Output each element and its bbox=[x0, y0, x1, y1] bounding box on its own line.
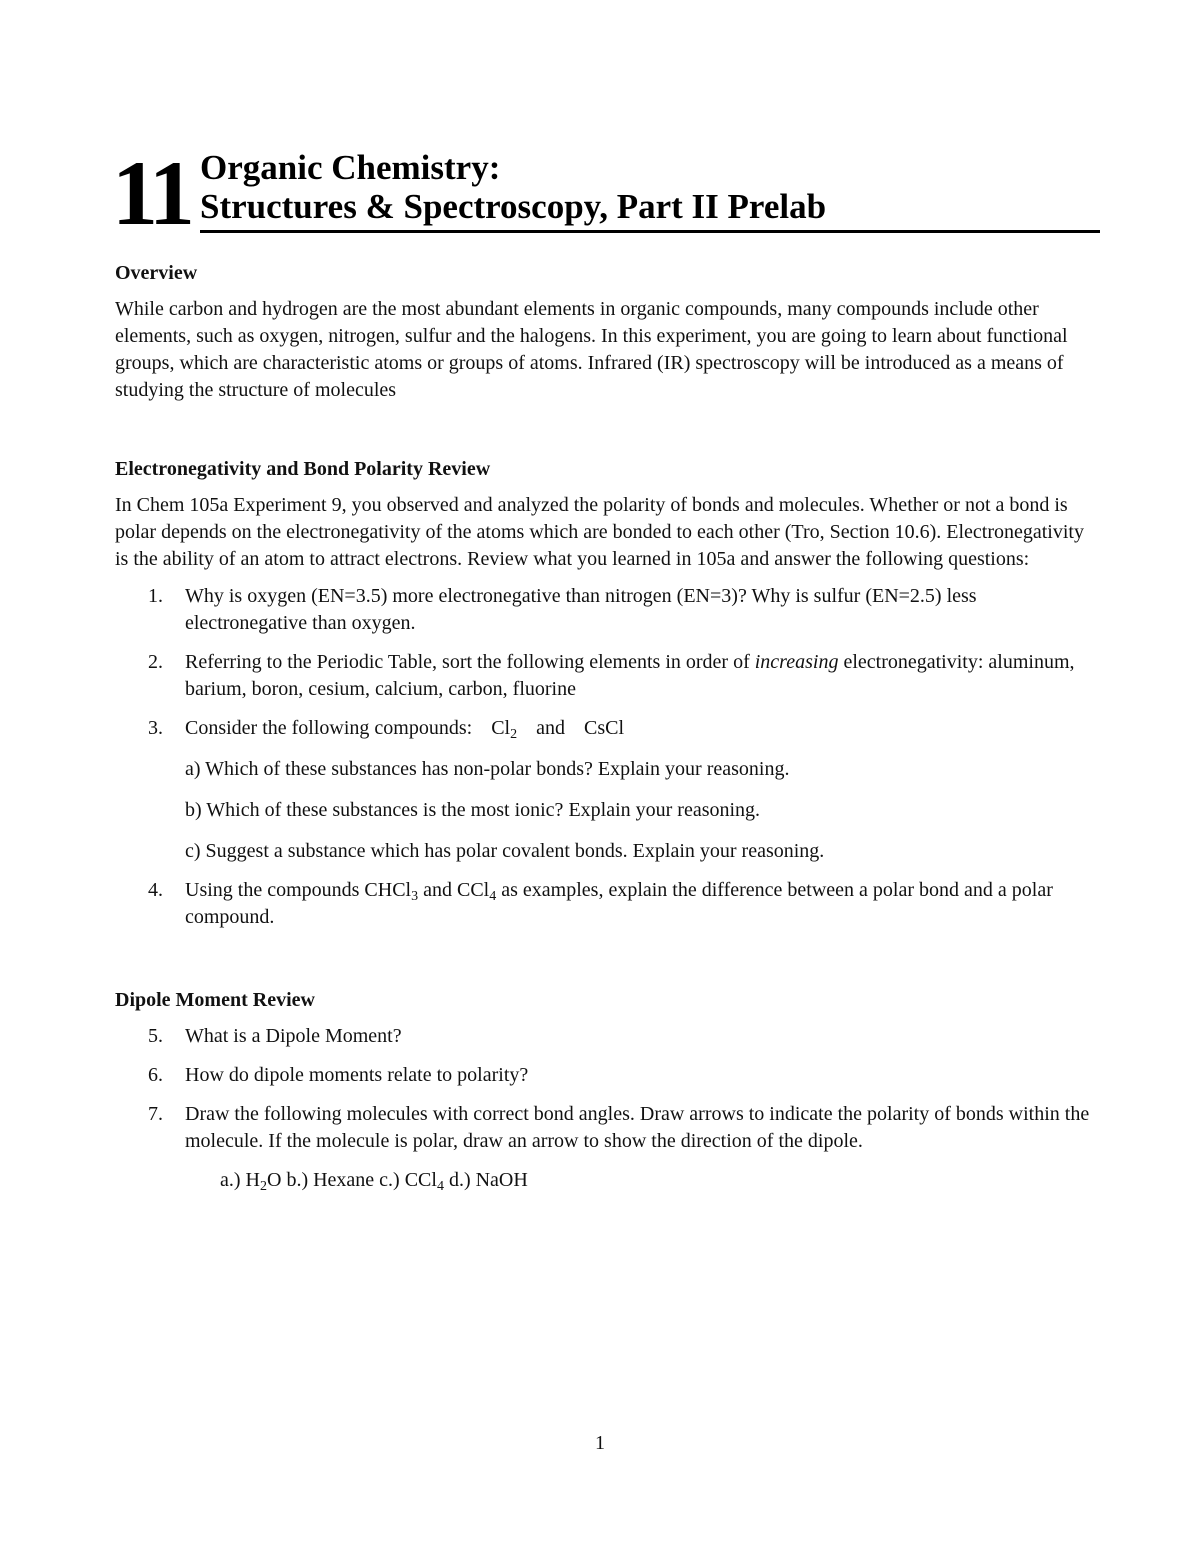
molecule-a: a.) $H_2O$ bbox=[220, 1169, 282, 1194]
question-text: Why is oxygen (EN=3.5) more electronegative than nitrogen (EN=3)? Why is sulfur (EN=2.5) less electronegative than oxygen. bbox=[185, 585, 977, 634]
formula-cl2: $Cl_2$ bbox=[491, 717, 518, 742]
question-3 bbox=[115, 715, 1090, 865]
molecule-c: c.) CCl$_4$ bbox=[379, 1169, 444, 1194]
page-number: 1 bbox=[595, 1432, 605, 1454]
question-text: and CCl bbox=[418, 879, 490, 901]
question-list bbox=[115, 1023, 1090, 1155]
question-3a: a) Which of these substances has non-polar bonds? Explain your reasoning. bbox=[185, 758, 790, 780]
question-1 bbox=[115, 583, 1090, 637]
question-2 bbox=[115, 649, 1090, 703]
dipole-section bbox=[115, 987, 1090, 1194]
question-text: Referring to the Periodic Table, sort the following elements in order of bbox=[185, 651, 755, 673]
molecule-d: d.) NaOH bbox=[448, 1169, 528, 1191]
question-text: Consider the following compounds: bbox=[185, 717, 473, 739]
question-4 bbox=[115, 877, 1090, 931]
question-number: 3. bbox=[148, 717, 163, 739]
question-text: Draw the following molecules with correct bond angles. Draw arrows to indicate the polarity of bonds within the molecule. If the molecule is polar, draw an arrow to show the direction of the dipole. bbox=[185, 1103, 1090, 1152]
subscript: 3 bbox=[411, 889, 419, 904]
question-3c: c) Suggest a substance which has polar covalent bonds. Explain your reasoning. bbox=[185, 840, 825, 862]
spacer bbox=[115, 943, 1090, 987]
electronegativity-intro: In Chem 105a Experiment 9, you observed and analyzed the polarity of bonds and molecules. Whether or not a bond is polar depends on the electronegativity of the atoms which are bonded to each other (Tro, Section 10.6). Electronegativity is the ability of an atom to attract electrons. Review what you learned in 105a and answer the following questions: bbox=[115, 494, 1084, 570]
chapter-title-line-1: Organic Chemistry: bbox=[200, 148, 501, 187]
question-6 bbox=[115, 1062, 1090, 1089]
emphasis-text: increasing bbox=[754, 651, 839, 673]
chapter-title bbox=[200, 148, 1100, 233]
molecule-list bbox=[220, 1167, 1090, 1194]
electronegativity-heading: Electronegativity and Bond Polarity Review bbox=[115, 458, 491, 480]
question-number: 6. bbox=[148, 1064, 163, 1086]
question-text: Using the compounds CHCl bbox=[185, 879, 412, 901]
overview-heading: Overview bbox=[115, 262, 198, 284]
chapter-title-line-2: Structures & Spectroscopy, Part II Prelab bbox=[200, 187, 827, 226]
question-text: as examples, explain the difference between a polar bond and a polar compound. bbox=[185, 879, 1053, 928]
document-body bbox=[115, 260, 1090, 1194]
spacer bbox=[115, 404, 1090, 456]
conjunction-and: and bbox=[536, 717, 565, 739]
question-number: 2. bbox=[148, 651, 163, 673]
question-text: What is a Dipole Moment? bbox=[185, 1025, 402, 1047]
question-number: 5. bbox=[148, 1025, 163, 1047]
question-5 bbox=[115, 1023, 1090, 1050]
question-text: How do dipole moments relate to polarity? bbox=[185, 1064, 529, 1086]
question-list bbox=[115, 583, 1090, 931]
question-text-continued: electronegativity: aluminum, barium, boron, cesium, calcium, carbon, fluorine bbox=[185, 651, 1075, 700]
question-3b: b) Which of these substances is the most ionic? Explain your reasoning. bbox=[185, 799, 761, 821]
dipole-heading: Dipole Moment Review bbox=[115, 989, 315, 1011]
molecule-b: b.) Hexane bbox=[286, 1169, 375, 1191]
overview-section bbox=[115, 260, 1090, 404]
electronegativity-section bbox=[115, 456, 1090, 931]
chapter-header bbox=[112, 142, 1100, 244]
formula-cscl: CsCl bbox=[584, 717, 625, 739]
chapter-number: 11 bbox=[112, 142, 191, 244]
question-number: 1. bbox=[148, 585, 163, 607]
overview-paragraph: While carbon and hydrogen are the most abundant elements in organic compounds, many compounds include other elements, such as oxygen, nitrogen, sulfur and the halogens. In this experiment, you are going to learn about functional groups, which are characteristic atoms or groups of atoms. Infrared (IR) spectroscopy will be introduced as a means of studying the structure of molecules bbox=[115, 298, 1068, 401]
question-number: 7. bbox=[148, 1103, 163, 1125]
subscript: 4 bbox=[489, 889, 497, 904]
question-7 bbox=[115, 1101, 1090, 1155]
question-number: 4. bbox=[148, 879, 163, 901]
